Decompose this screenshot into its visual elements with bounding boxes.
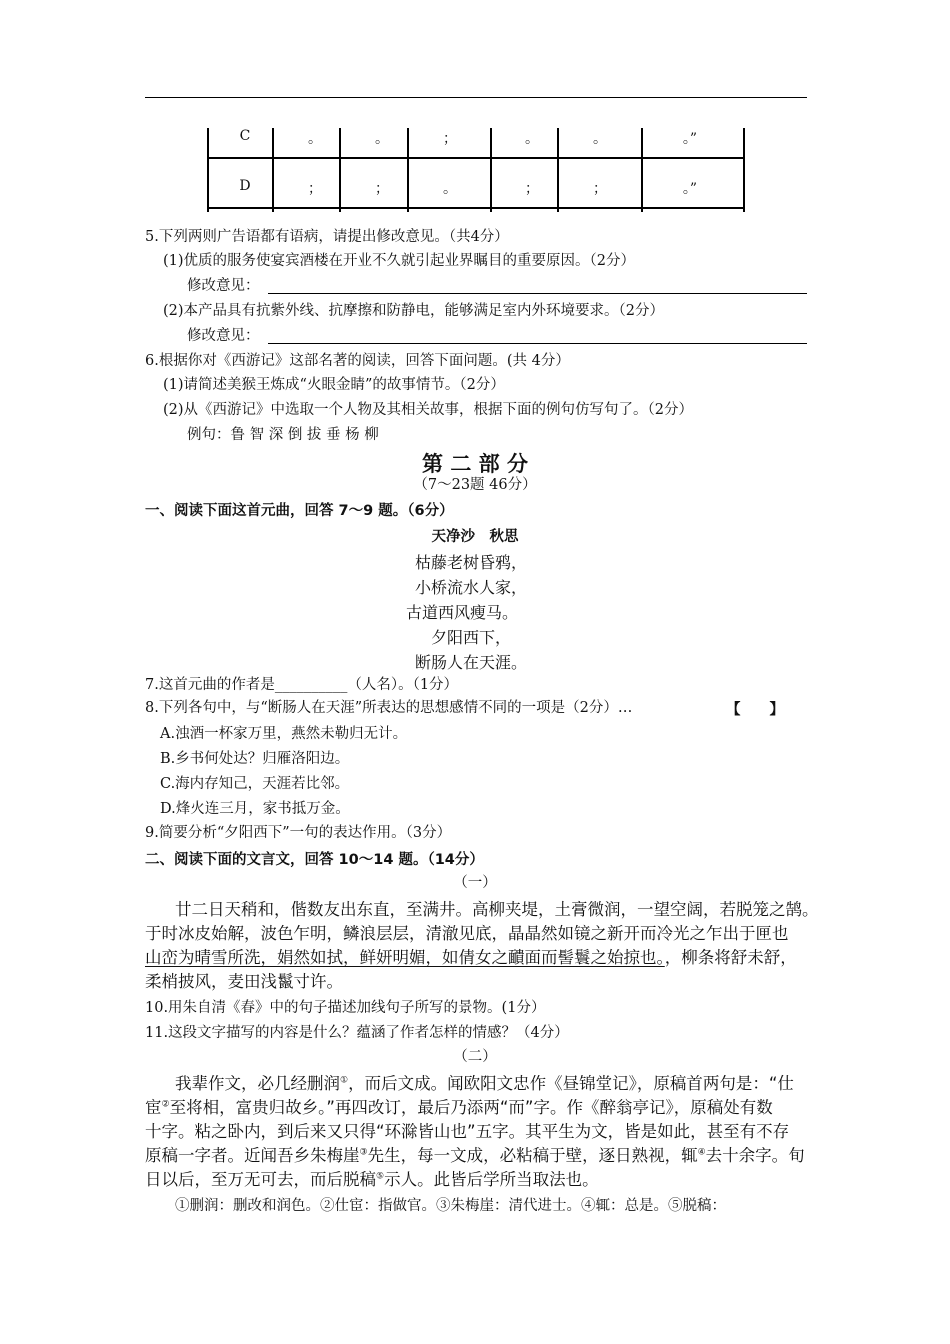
q5-stem: 5.下列两则广告语都有语病，请提出修改意见。（共4分）	[145, 229, 509, 245]
q8-stem: 8.下列各句中，与“断肠人在天涯”所表达的思想感情不同的一项是（2分）…	[145, 700, 633, 716]
q8-option-b: B.乡书何处达？归雁洛阳边。	[160, 751, 350, 767]
q5-fix-label-2: 修改意见：	[187, 328, 260, 344]
table-cell: ；	[443, 131, 457, 147]
section2-heading: 二、阅读下面的文言文，回答 10～14 题。（14分）	[145, 852, 484, 868]
poem-line: 古道西风瘦马。	[406, 603, 519, 622]
poem-line: 小桥流水人家，	[415, 578, 528, 597]
q8-option-c: C.海内存知己，天涯若比邻。	[160, 776, 350, 792]
passage1-line-rest: ，柳条将舒未舒，	[664, 948, 797, 967]
q6-sub2: (2)从《西游记》中选取一个人物及其相关故事，根据下面的例句仿写句了。（2分）	[163, 402, 694, 418]
part2-subtitle: （7～23题 46分）	[413, 477, 537, 493]
footnote-mark: ②	[161, 1099, 170, 1110]
q5-sub1: (1)优质的服务使宴宾酒楼在开业不久就引起业界瞩目的重要原因。（2分）	[163, 253, 636, 269]
passage2-text: 宦	[145, 1098, 162, 1117]
passage1-line: 廿二日天稍和，偕数友出东直，至满井。高柳夹堤，土膏微润，一望空阔，若脱笼之鹄。	[175, 900, 819, 919]
q8-option-d: D.烽火连三月，家书抵万金。	[160, 801, 350, 817]
passage2-text: 我辈作文，必几经删润	[175, 1074, 340, 1093]
footnote-mark: ④	[697, 1147, 706, 1158]
table-cell: 。	[593, 131, 607, 147]
section1-heading: 一、阅读下面这首元曲，回答 7～9 题。（6分）	[145, 503, 454, 519]
q11: 11.这段文字描写的内容是什么？蕴涵了作者怎样的情感？（4分）	[145, 1025, 569, 1041]
table-cell: 。	[443, 181, 457, 197]
table-cell: 。	[525, 131, 539, 147]
footnote-mark: ③	[359, 1147, 368, 1158]
q6-sub1: (1)请简述美猴王炼成“火眼金睛”的故事情节。（2分）	[163, 377, 505, 393]
q5-fix-label-1: 修改意见：	[187, 278, 260, 294]
passage2-line	[145, 1168, 599, 1192]
passage2-text: 日以后，至万无可去，而后脱稿	[145, 1170, 376, 1189]
passage2-line: 十字。粘之卧内，到后来又只得“环滁皆山也”五字。其平生为文，皆是如此，甚至有不存	[145, 1122, 790, 1141]
q8-answer-bracket[interactable]: 【 】	[726, 702, 784, 718]
table-cell: ；	[375, 181, 389, 197]
q6-stem: 6.根据你对《西游记》这部名著的阅读，回答下面问题。(共 4分）	[145, 353, 570, 369]
passage2-line	[145, 1144, 805, 1168]
passage2-text: 原稿一字者。近闻吾乡朱梅崖	[145, 1146, 360, 1165]
passage2-text: 去十余字。旬	[705, 1146, 805, 1165]
q10: 10.用朱自清《春》中的句子描述加线句子所写的景物。(1分）	[145, 1000, 546, 1016]
passage1-label: （一）	[453, 875, 497, 891]
passage2-text: ，而后文成。闻欧阳文忠作《昼锦堂记》，原稿首两句是：“仕	[348, 1074, 794, 1093]
q8-option-a: A.浊酒一杯家万里，燕然未勒归无计。	[160, 726, 408, 742]
q9: 9.简要分析“夕阳西下”一句的表达作用。（3分）	[145, 825, 452, 841]
q5-sub2: (2)本产品具有抗紫外线、抗摩擦和防静电，能够满足室内外环境要求。（2分）	[163, 303, 665, 319]
footnote-mark: ①	[340, 1075, 349, 1086]
passage2-text: 至将相，富贵归故乡。”再四改订，最后乃添两“而”字。作《醉翁亭记》，原稿处有数	[169, 1098, 773, 1117]
table-cell: 。	[308, 131, 322, 147]
footnotes: ①删润：删改和润色。②仕宦：指做官。③朱梅崖：清代进士。④辄：总是。⑤脱稿：	[175, 1198, 726, 1214]
underlined-sentence: 山峦为晴雪所洗，娟然如拭，鲜妍明媚，如倩女之靧面而髻鬟之始掠也。	[145, 948, 665, 967]
table-row-c-label: C	[239, 128, 251, 144]
part2-title: 第 二 部 分	[422, 452, 528, 476]
passage2-line	[145, 1096, 773, 1120]
passage2-line	[175, 1072, 794, 1096]
q6-example: 例句：鲁 智 深 倒 拔 垂 杨 柳	[187, 427, 379, 443]
table-cell: ；	[525, 181, 539, 197]
poem-line: 枯藤老树昏鸦，	[415, 553, 528, 572]
q5-answer-line-2[interactable]	[268, 343, 807, 344]
header-rule	[145, 97, 807, 98]
table-cell: 。”	[682, 131, 698, 147]
table-cell: ；	[308, 181, 322, 197]
table-cell: 。”	[682, 181, 698, 197]
q5-answer-line-1[interactable]	[268, 293, 807, 294]
passage1-line: 于时冰皮始解，波色乍明，鳞浪层层，清澈见底，晶晶然如镜之新开而冷光之乍出于匣也	[145, 924, 789, 943]
passage2-text: 示人。此皆后学所当取法也。	[384, 1170, 599, 1189]
poem-title: 天净沙 秋思	[431, 529, 519, 545]
passage1-line	[145, 946, 797, 970]
table-row-d-label: D	[239, 178, 251, 194]
passage2-text: 先生，每一文成，必粘稿于壁，逐日熟视，辄	[367, 1146, 698, 1165]
poem-line: 断肠人在天涯。	[415, 653, 528, 672]
passage1-line: 柔梢披风，麦田浅鬣寸许。	[145, 972, 343, 991]
poem-line: 夕阳西下，	[431, 628, 512, 647]
footnote-mark: ⑤	[376, 1171, 385, 1182]
q7: 7.这首元曲的作者是__________（人名）。（1分）	[145, 677, 459, 693]
table-cell: 。	[375, 131, 389, 147]
table-cell: ；	[593, 181, 607, 197]
passage2-label: （二）	[453, 1049, 497, 1065]
